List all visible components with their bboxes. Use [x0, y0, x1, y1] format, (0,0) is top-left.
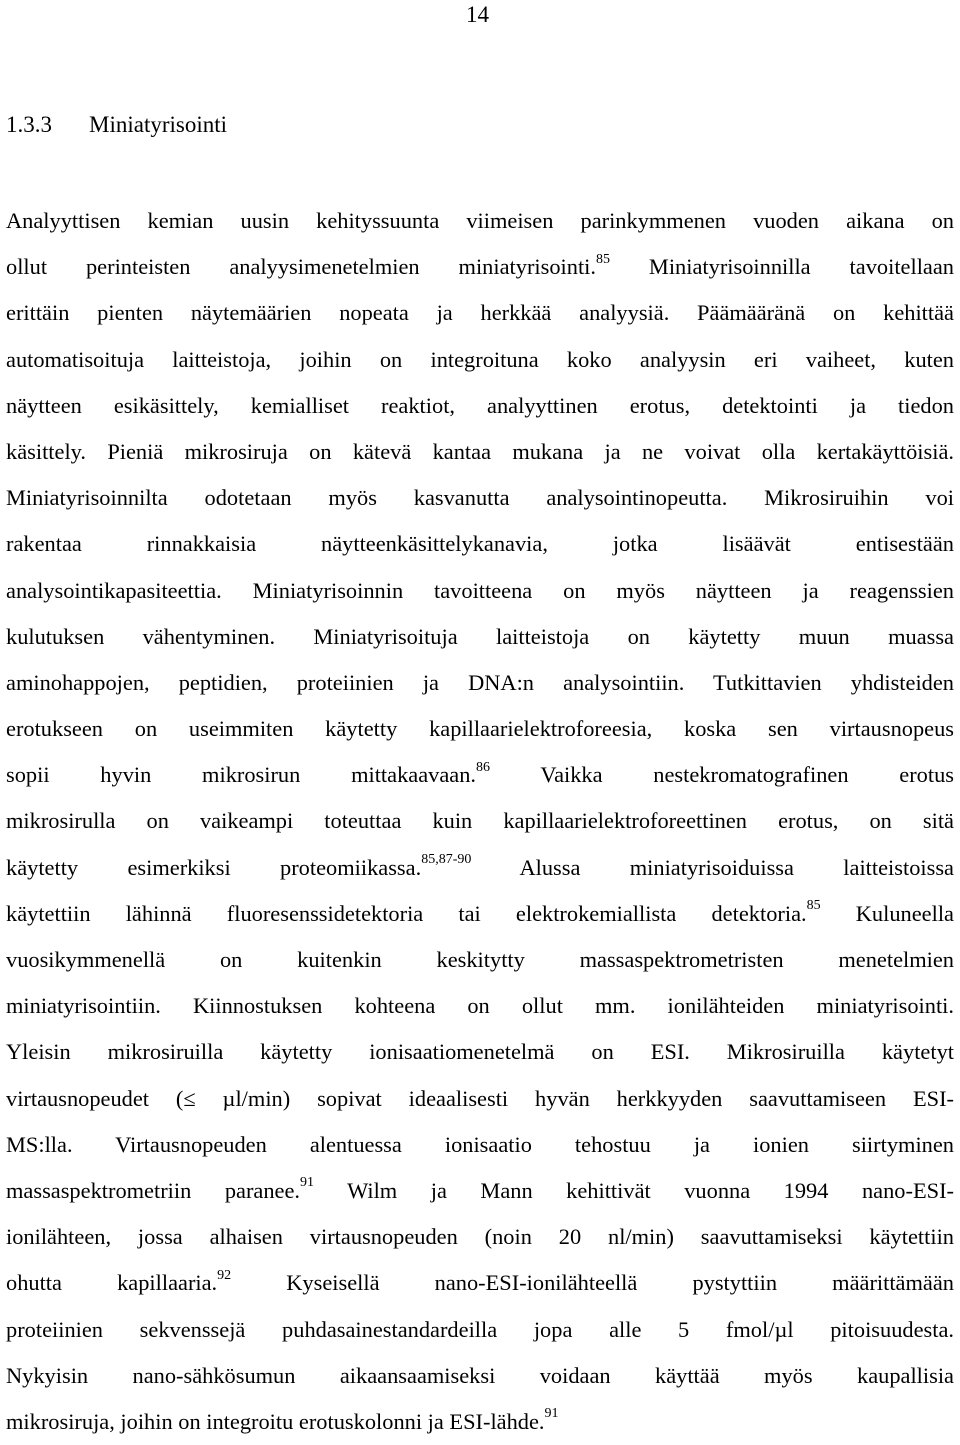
citation-superscript: 85,87-90 — [421, 852, 472, 868]
text-segment: vuosikymmenellä on kuitenkin keskitytty massaspektrometristen menetelmien — [6, 947, 954, 972]
text-line — [6, 1076, 954, 1122]
text-line — [6, 1029, 954, 1075]
text-segment: Nykyisin nano-sähkösumun aikaansaamiseksi voidaan käyttää myös kaupallisia — [6, 1362, 954, 1388]
text-line — [6, 1168, 954, 1214]
text-line — [6, 429, 954, 475]
text-line — [6, 244, 954, 290]
text-line — [6, 290, 954, 336]
text-segment: sopii hyvin mikrosirun mittakaavaan. — [6, 762, 477, 788]
text-segment: ollut perinteisten analyysimenetelmien miniatyrisointi. — [6, 254, 596, 280]
text-line — [6, 475, 954, 521]
text-line — [6, 891, 954, 937]
text-line — [6, 937, 954, 983]
text-segment: Wilm ja Mann kehittivät vuonna 1994 nano-ESI- — [314, 1177, 954, 1203]
text-segment: analysointikapasiteettia. Miniatyrisoinnin tavoitteena on myös näytteen ja reagenssien — [6, 577, 954, 603]
text-segment: proteiinien sekvenssejä puhdasainestandardeilla jopa alle 5 fmol/µl pitoisuudesta. — [6, 1316, 954, 1342]
text-segment: Kyseisellä nano-ESI-ionilähteellä pystyttiin määrittämään — [231, 1270, 954, 1296]
text-line — [6, 337, 954, 383]
text-segment: kulutuksen vähentyminen. Miniatyrisoituja laitteistoja on käytetty muun muassa — [6, 623, 954, 649]
text-segment: virtausnopeudet (≤ µl/min) sopivat ideaalisesti hyvän herkkyyden saavuttamiseen ESI- — [6, 1085, 954, 1111]
text-segment: Miniatyrisoinnilta odotetaan myös kasvanutta analysointinopeutta. Mikrosiruihin voi — [6, 485, 954, 511]
text-segment: käytetty esimerkiksi proteomiikassa. — [6, 854, 422, 880]
text-segment: erittäin pienten näytemäärien nopeata ja herkkää analyysiä. Päämääränä on kehittää — [6, 300, 954, 326]
text-segment: Vaikka nestekromatografinen erotus — [490, 762, 954, 788]
text-line — [6, 1307, 954, 1353]
text-segment: massaspektrometriin paranee. — [6, 1177, 301, 1203]
body-paragraph — [6, 198, 954, 1445]
section-heading — [6, 110, 227, 140]
text-line — [6, 752, 954, 798]
text-line — [6, 798, 954, 844]
citation-superscript: 85 — [806, 898, 821, 914]
text-line — [6, 1260, 954, 1306]
text-line — [6, 1214, 954, 1260]
text-segment: ionilähteen, jossa alhaisen virtausnopeuden (noin 20 nl/min) saavuttamiseksi käytettiin — [6, 1224, 954, 1250]
text-segment: Alussa miniatyrisoiduissa laitteistoissa — [471, 854, 954, 880]
text-line — [6, 983, 954, 1029]
citation-superscript: 85 — [596, 251, 610, 267]
text-segment: käsittely. Pieniä mikrosiruja on kätevä kantaa mukana ja ne voivat olla kertakäyttöisiä. — [6, 438, 954, 464]
text-line — [6, 845, 954, 891]
text-segment: Analyyttisen kemian uusin kehityssuunta viimeisen parinkymmenen vuoden aikana on — [6, 208, 954, 233]
citation-superscript: 86 — [476, 759, 491, 775]
citation-superscript: 91 — [544, 1406, 559, 1422]
text-line — [6, 521, 954, 567]
text-segment: aminohappojen, peptidien, proteiinien ja DNA:n analysointiin. Tutkittavien yhdisteiden — [6, 669, 954, 695]
text-segment: ohutta kapillaaria. — [6, 1270, 218, 1296]
text-line — [6, 660, 954, 706]
text-segment: käytettiin lähinnä fluoresenssidetektoria tai elektrokemiallista detektoria. — [6, 900, 807, 926]
text-line — [6, 568, 954, 614]
section-title: Miniatyrisointi — [89, 112, 227, 137]
text-line — [6, 614, 954, 660]
text-segment: automatisoituja laitteistoja, joihin on integroituna koko analyysin eri vaiheet, kuten — [6, 346, 954, 372]
section-number: 1.3.3 — [6, 112, 52, 137]
page-number: 14 — [466, 2, 489, 27]
text-segment: Kuluneella — [820, 900, 954, 926]
text-segment: näytteen esikäsittely, kemialliset reaktiot, analyyttinen erotus, detektointi ja tiedon — [6, 392, 954, 418]
text-line — [6, 1122, 954, 1168]
text-segment: erotukseen on useimmiten käytetty kapillaarielektroforeesia, koska sen virtausnopeus — [6, 716, 954, 742]
text-line — [6, 706, 954, 752]
text-line — [6, 198, 954, 244]
text-line — [6, 1399, 954, 1445]
citation-superscript: 91 — [300, 1175, 315, 1191]
text-segment: Miniatyrisoinnilla tavoitellaan — [610, 254, 954, 280]
text-segment: Yleisin mikrosiruilla käytetty ionisaatiomenetelmä on ESI. Mikrosiruilla käytetyt — [6, 1039, 954, 1065]
text-segment: mikrosirulla on vaikeampi toteuttaa kuin kapillaarielektroforeettinen erotus, on sitä — [6, 808, 954, 834]
text-segment: MS:lla. Virtausnopeuden alentuessa ionisaatio tehostuu ja ionien siirtyminen — [6, 1131, 954, 1157]
text-segment: miniatyrisointiin. Kiinnostuksen kohteena on ollut mm. ionilähteiden miniatyrisointi. — [6, 993, 954, 1019]
text-line — [6, 1353, 954, 1399]
text-segment: mikrosiruja, joihin on integroitu erotuskolonni ja ESI-lähde. — [6, 1408, 545, 1434]
text-line — [6, 383, 954, 429]
text-segment: rakentaa rinnakkaisia näytteenkäsittelykanavia, jotka lisäävät entisestään — [6, 531, 954, 557]
citation-superscript: 92 — [217, 1267, 232, 1283]
